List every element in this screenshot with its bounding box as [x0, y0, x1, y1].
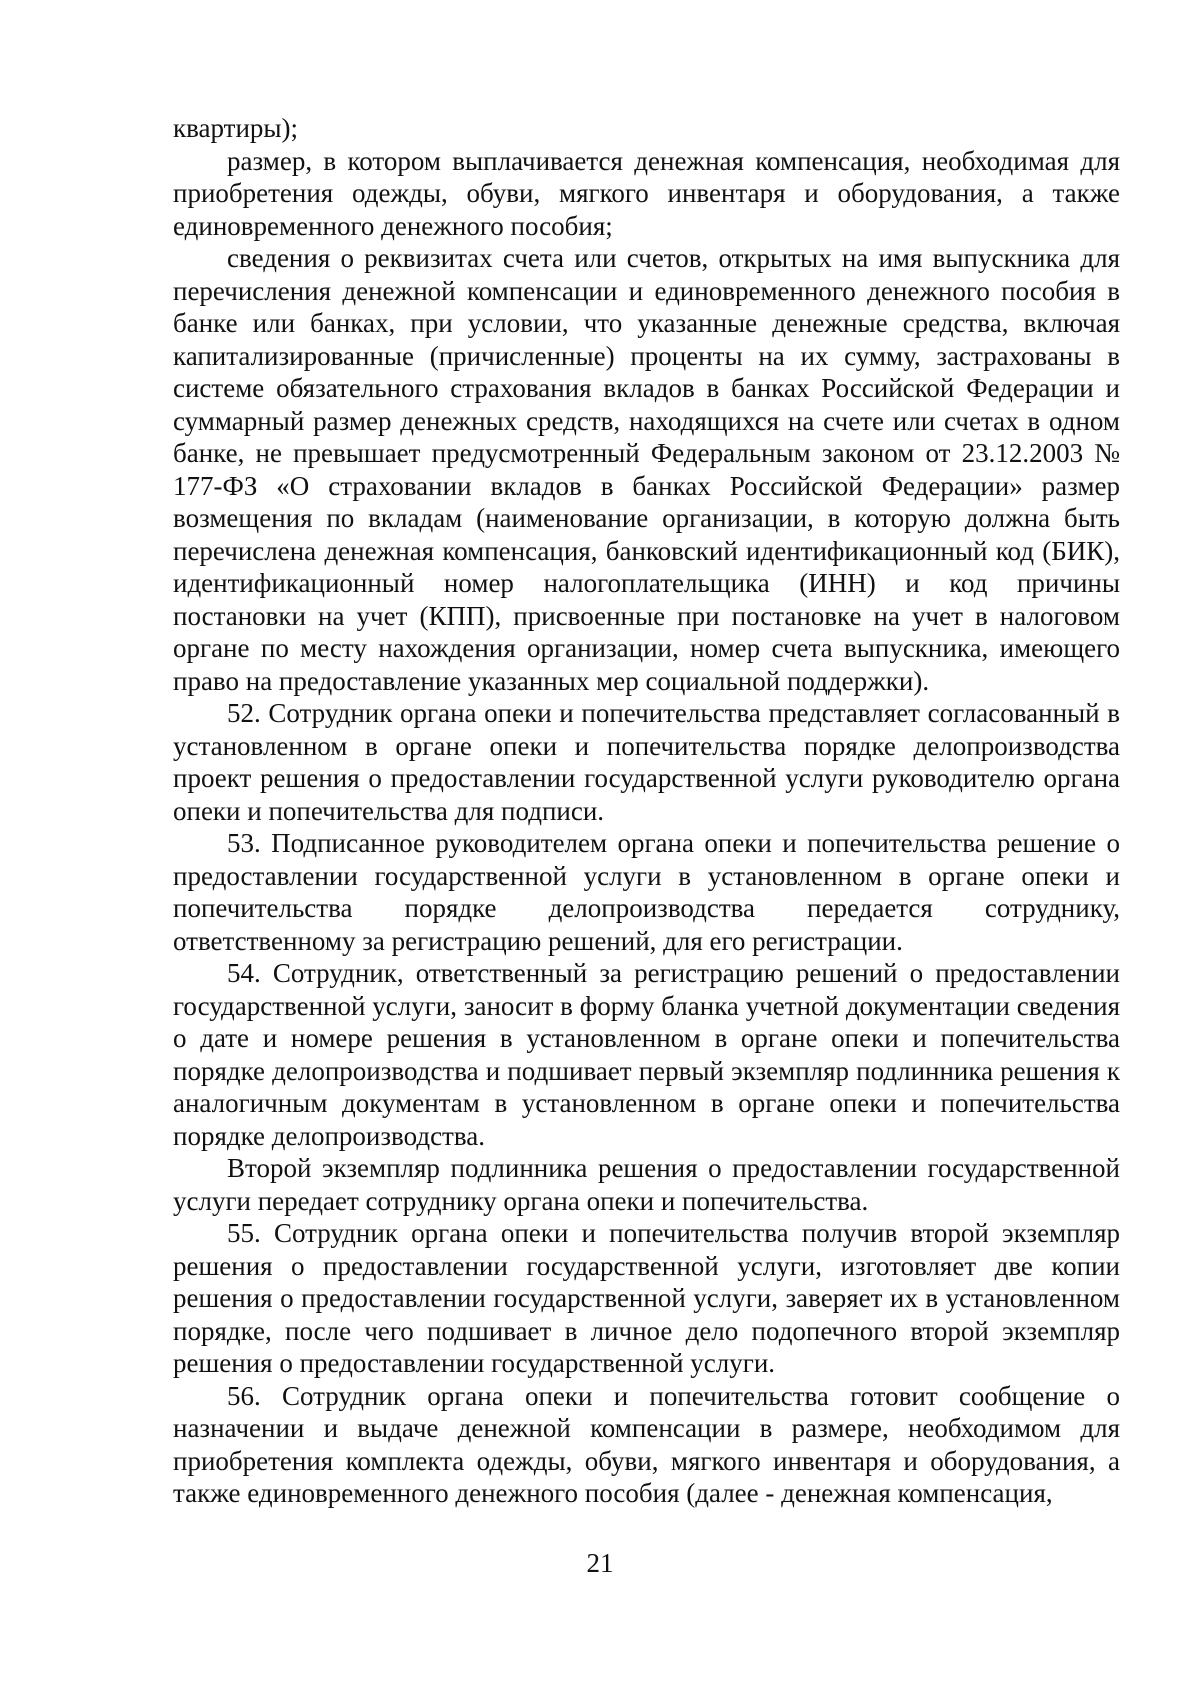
paragraph-clause-56: 56. Сотрудник органа опеки и попечительства готовит сообщение о назначении и выдаче денежной компенсации в размере, необходимом для приобретения комплекта одежды, обуви, мягкого инвентаря и оборудования, а также единовременного денежного пособия (далее - денежная компенсация,	[173, 1380, 1120, 1508]
paragraph-apartment-end: квартиры);	[173, 113, 299, 143]
paragraph-compensation-amount: размер, в котором выплачивается денежная компенсация, необходимая для приобретения одежды, обуви, мягкого инвентаря и оборудования, а также единовременного денежного пособия;	[173, 145, 1120, 241]
paragraph-clause-53: 53. Подписанное руководителем органа опеки и попечительства решение о предоставлении государственной услуги в установленном в органе опеки и попечительства порядке делопроизводства передается сотруднику, ответственному за регистрацию решений, для его регистрации.	[173, 828, 1120, 956]
paragraph-clause-52: 52. Сотрудник органа опеки и попечительства представляет согласованный в установленном в органе опеки и попечительства порядке делопроизводства проект решения о предоставлении государственной услуги руководителю органа опеки и попечительства для подписи.	[173, 698, 1120, 826]
paragraph-clause-55: 55. Сотрудник органа опеки и попечительства получив второй экземпляр решения о предоставлении государственной услуги, изготовляет две копии решения о предоставлении государственной услуги, заверяет их в установленном порядке, после чего подшивает в личное дело подопечного второй экземпляр решения о предоставлении государственной услуги.	[173, 1218, 1120, 1378]
page-number: 21	[586, 1548, 614, 1578]
paragraph-second-copy: Второй экземпляр подлинника решения о предоставлении государственной услуги передает сотруднику органа опеки и попечительства.	[173, 1153, 1120, 1216]
document-body	[173, 112, 1120, 1510]
paragraph-clause-54: 54. Сотрудник, ответственный за регистрацию решений о предоставлении государственной услуги, заносит в форму бланка учетной документации сведения о дате и номере решения в установленном в органе опеки и попечительства порядке делопроизводства и подшивает первый экземпляр подлинника решения к аналогичным документам в установленном в органе опеки и попечительства порядке делопроизводства.	[173, 958, 1120, 1151]
paragraph-bank-account-details: сведения о реквизитах счета или счетов, открытых на имя выпускника для перечисления денежной компенсации и единовременного денежного пособия в банке или банках, при условии, что указанные денежные средства, включая капитализированные (причисленные) проценты на их сумму, застрахованы в системе обязательного страхования вкладов в банках Российской Федерации и суммарный размер денежных средств, находящихся на счете или счетах в одном банке, не превышает предусмотренный Федеральным законом от 23.12.2003 № 177-ФЗ «О страховании вкладов в банках Российской Федерации» размер возмещения по вкладам (наименование организации, в которую должна быть перечислена денежная компенсация, банковский идентификационный код (БИК), идентификационный номер налогоплательщика (ИНН) и код причины постановки на учет (КПП), присвоенные при постановке на учет в налоговом органе по месту нахождения организации, номер счета выпускника, имеющего право на предоставление указанных мер социальной поддержки).	[173, 243, 1120, 696]
